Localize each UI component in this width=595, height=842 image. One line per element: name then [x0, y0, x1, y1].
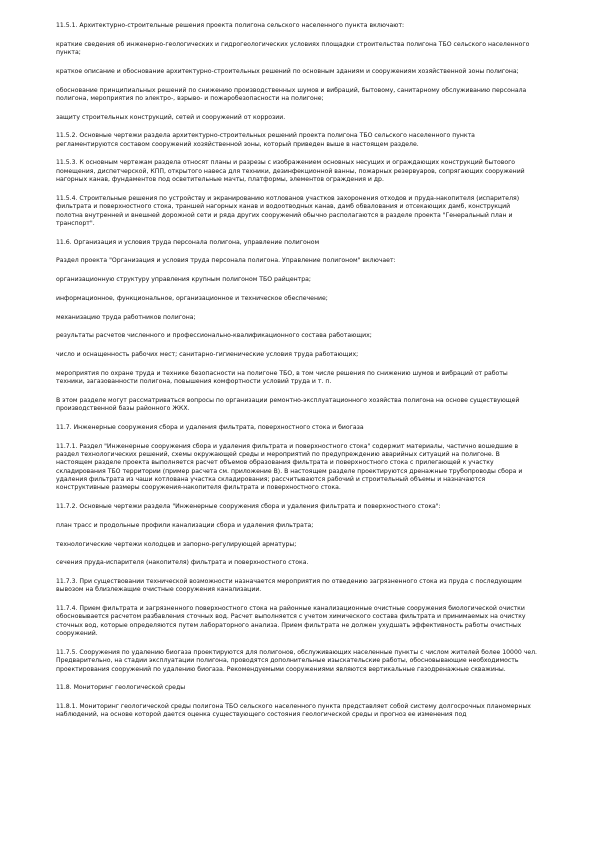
document-paragraph: 11.7.1. Раздел "Инженерные сооружения сбора и удаления фильтрата и поверхностного стока" содержит материалы, частично вошедшие в раздел технологических решений, схемы окружающей среды и мероприятий по предупреждению аварийных ситуаций на полигоне. В настоящем разделе проекта выполняется расчет объемов образования фильтрата и поверхностного стока с прилегающей к участку складирования ТБО территории (пример расчета см. приложение В). В настоящем разделе проектируются дренажные трубопроводы сбора и удаления фильтрата из чаши котлована участка складирования; рассчитываются рабочий и строительный объемы и назначаются конструктивные размеры сооружения-накопителя фильтрата и поверхностного стока. — [56, 442, 523, 492]
document-page — [56, 22, 538, 730]
document-paragraph: 11.7.5. Сооружения по удалению биогаза проектируются для полигонов, обслуживающих населенные пункты с числом жителей более 10000 чел. Предварительно, на стадии эксплуатации полигона, проводятся дополнительные изыскательские работы, обосновывающие необходимость проектирования сооружений по удалению биогаза. Рекомендуемыми сооружениями являются вертикальные газодренажные скважины. — [56, 648, 537, 673]
document-paragraph: технологические чертежи колодцев и запорно-регулирующей арматуры; — [56, 540, 297, 548]
document-paragraph: 11.5.2. Основные чертежи раздела архитектурно-строительных решений проекта полигона ТБО сельского населенного пункта регламентируются составом сооружений хозяйственной зоны, который приведен выше в настоящем разделе. — [56, 132, 475, 148]
document-paragraph: В этом разделе могут рассматриваться вопросы по организации ремонтно-эксплуатационного хозяйства полигона на основе существующей производственной базы районного ЖКХ. — [56, 396, 520, 413]
document-paragraph: результаты расчетов численного и профессионально-квалификационного состава работающих; — [56, 332, 372, 340]
document-paragraph: организационную структуру управления крупным полигоном ТБО райцентра; — [56, 276, 311, 284]
document-paragraph: защиту строительных конструкций, сетей и сооружений от коррозии. — [56, 113, 286, 121]
document-paragraph: механизацию труда работников полигона; — [56, 313, 196, 321]
document-paragraph: 11.6. Организация и условия труда персонала полигона, управление полигоном — [56, 238, 320, 246]
document-paragraph: краткие сведения об инженерно-геологических и гидрогеологических условиях площадки строительства полигона ТБО сельского населенного пункта; — [56, 40, 530, 57]
document-paragraph: 11.5.4. Строительные решения по устройству и экранированию котлованов участков захоронения отходов и пруда-накопителя (испарителя) фильтрата и поверхностного стока, траншей нагорных канав и водоотводных канав, дамб обвалования и отсекающих дамб, конструкций полотна внутренней и внешней дорожной сети и ряда других сооружений обычно располагаются в разделе проекта "Генеральный план и транспорт". — [56, 194, 520, 227]
document-paragraph: 11.7.4. Прием фильтрата и загрязненного поверхностного стока на районные канализационные очистные сооружения биологической очистки обосновывается расчетом разбавления сточных вод. Расчет выполняется с учетом химического состава фильтрата и принимаемых на очистку сточных вод, которые определяются путем лабораторного анализа. Прием фильтрата не должен ухудшать эффективность работы очистных сооружений. — [56, 605, 526, 638]
document-paragraph: 11.8. Мониторинг геологической среды — [56, 684, 186, 692]
document-paragraph: Раздел проекта "Организация и условия труда персонала полигона. Управление полигоном" включает: — [56, 257, 396, 265]
document-paragraph: число и оснащенность рабочих мест; санитарно-гигиенические условия труда работающих; — [56, 351, 359, 359]
document-paragraph: краткое описание и обоснование архитектурно-строительных решений по основным зданиям и сооружениям хозяйственной зоны полигона; — [56, 67, 519, 75]
document-paragraph: план трасс и продольные профили канализации сбора и удаления фильтрата; — [56, 521, 314, 529]
document-paragraph: 11.5.3. К основным чертежам раздела относят планы и разрезы с изображением основных несущих и ограждающих конструкций бытового помещения, диспетчерской, КПП, открытого навеса для техники, дезинфекционной ванны, пожарных резервуаров, сопрягающих сооружений нагорных канав, фундаментов под осветительные мачты, платформы, элементов ограждения и др. — [56, 159, 525, 184]
document-paragraph: сечения пруда-испарителя (накопителя) фильтрата и поверхностного стока. — [56, 559, 309, 567]
document-paragraph: мероприятия по охране труда и технике безопасности на полигоне ТБО, в том числе решения по снижению шумов и вибраций от работы техники, загазованности полигона, повышения комфортности условий труда и т. п. — [56, 369, 508, 386]
document-paragraph: обоснование принципиальных решений по снижению производственных шумов и вибраций, бытовому, санитарному обслуживанию персонала полигона, мероприятия по электро-, взрыво- и пожаробезопасности на полигоне; — [56, 86, 527, 102]
document-paragraph: информационное, функциональное, организационное и техническое обеспечение; — [56, 294, 328, 302]
document-paragraph: 11.7.2. Основные чертежи раздела "Инженерные сооружения сбора и удаления фильтрата и поверхностного стока": — [56, 503, 441, 511]
document-paragraph: 11.7.3. При существовании технической возможности назначается мероприятия по отведению загрязненного стока из пруда с последующим вывозом на близлежащие очистные сооружения канализации. — [56, 578, 522, 594]
document-paragraph: 11.7. Инженерные сооружения сбора и удаления фильтрата, поверхностного стока и биогаза — [56, 423, 364, 431]
document-paragraph: 11.5.1. Архитектурно-строительные решения проекта полигона сельского населенного пункта включают: — [56, 22, 405, 29]
document-paragraph: 11.8.1. Мониторинг геологической среды полигона ТБО сельского населенного пункта представляет собой систему долгосрочных планомерных наблюдений, на основе которой дается оценка существующего состояния геологической среды и прогноз ее изменения под — [56, 703, 531, 719]
